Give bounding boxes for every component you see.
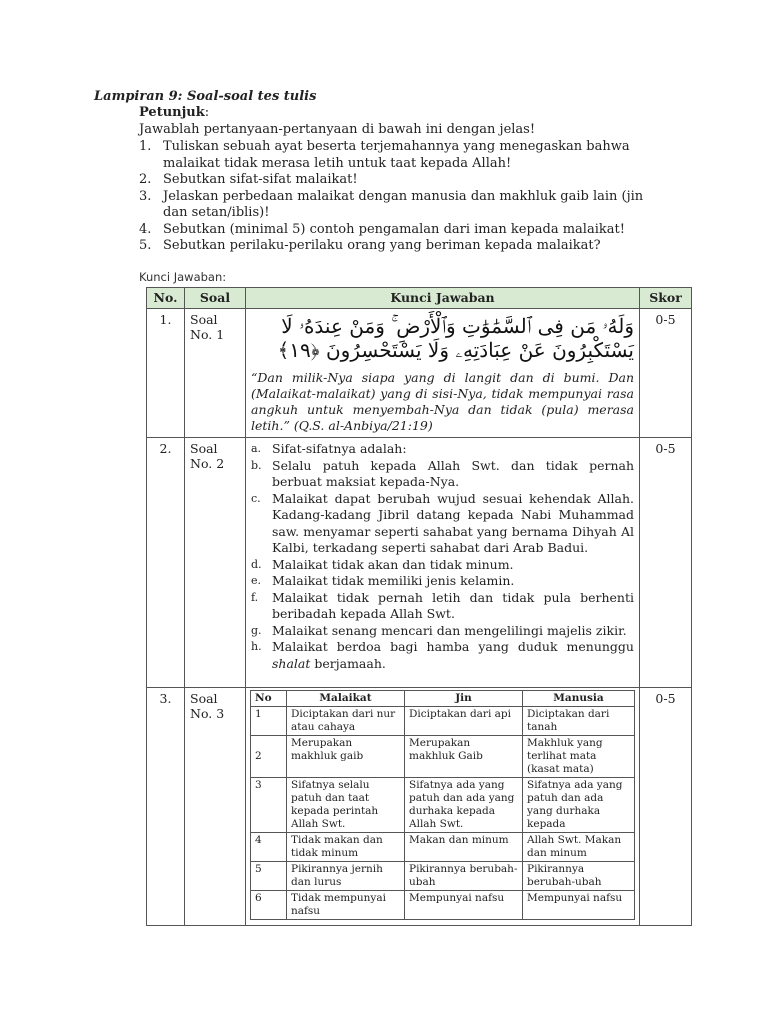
comparison-row [251, 833, 635, 862]
comparison-row [251, 707, 635, 736]
row-soal: Soal No. 2 [185, 438, 246, 688]
quran-verse: وَلَهُۥ مَن فِى ٱلسَّمَٰوَٰتِ وَٱلْأَرْضِ ۚ وَمَنْ عِندَهُۥ لَا يَسْتَكْبِرُونَ عَنْ عِبَادَتِهِۦ وَلَا يَسْتَحْسِرُونَ ﴿١٩﴾ [277, 314, 634, 362]
comparison-cell: Mempunyai nafsu [523, 891, 635, 920]
instructions-heading: Petunjuk: [139, 105, 210, 120]
row-skor: 0-5 [640, 438, 692, 688]
comparison-cell: Sifatnya ada yang patuh dan ada yang durhaka kepada [523, 778, 635, 833]
question-item: 4. Sebutkan (minimal 5) contoh pengamalan dari iman kepada malaikat! [139, 221, 625, 237]
list-item: c. Malaikat dapat berubah wujud sesuai kehendak Allah. Kadang-kadang Jibril datang kepada Nabi Muhammad saw. menyamar seperti sahabat yang bernama Dihyah Al Kalbi, terkadang seperti sahabat dari Arab Badui. [251, 490, 634, 555]
comparison-cell: Diciptakan dari tanah [523, 707, 635, 736]
comparison-header-no: No [251, 691, 287, 707]
row-no: 2. [147, 438, 185, 688]
comparison-cell: Allah Swt. Makan dan minum [523, 833, 635, 862]
list-item: g. Malaikat senang mencari dan mengelilingi majelis zikir. [251, 622, 627, 638]
comparison-cell: Makan dan minum [405, 833, 523, 862]
answer-key-label: Kunci Jawaban: [139, 270, 227, 284]
list-item: h. Malaikat berdoa bagi hamba yang duduk menunggu shalat berjamaah. [251, 639, 634, 671]
comparison-cell: Pikirannya jernih dan lurus [287, 862, 405, 891]
angel-traits-list [251, 441, 634, 672]
row-soal: Soal No. 3 [185, 688, 246, 926]
table-row [147, 438, 692, 688]
comparison-cell: Merupakan makhluk gaib [287, 736, 405, 778]
list-item: d. Malaikat tidak akan dan tidak minum. [251, 556, 514, 572]
comparison-cell: Merupakan makhluk Gaib [405, 736, 523, 778]
comparison-header-malaikat: Malaikat [287, 691, 405, 707]
comparison-cell: 5 [251, 862, 287, 891]
comparison-header-row [251, 691, 635, 707]
comparison-cell: 2 [251, 736, 287, 778]
answer-key-table [146, 287, 692, 926]
table-header-row [147, 288, 692, 309]
comparison-row [251, 778, 635, 833]
header-soal: Soal [185, 288, 246, 309]
row-soal: Soal No. 1 [185, 309, 246, 438]
comparison-row [251, 736, 635, 778]
comparison-cell: Diciptakan dari api [405, 707, 523, 736]
comparison-row [251, 891, 635, 920]
comparison-cell: Tidak mempunyai nafsu [287, 891, 405, 920]
comparison-cell: Pikirannya berubah- ubah [405, 862, 523, 891]
comparison-cell: 1 [251, 707, 287, 736]
comparison-cell: Pikirannya berubah-ubah [523, 862, 635, 891]
comparison-cell: Diciptakan dari nur atau cahaya [287, 707, 405, 736]
question-item: 3. Jelaskan perbedaan malaikat dengan manusia dan makhluk gaib lain (jin dan setan/iblis)! [139, 188, 644, 220]
header-no: No. [147, 288, 185, 309]
row-skor: 0-5 [640, 688, 692, 926]
comparison-cell: Makhluk yang terlihat mata (kasat mata) [523, 736, 635, 778]
comparison-cell: 3 [251, 778, 287, 833]
row-no: 3. [147, 688, 185, 926]
comparison-cell: Sifatnya ada yang patuh dan ada yang durhaka kepada Allah Swt. [405, 778, 523, 833]
list-item: f. Malaikat tidak pernah letih dan tidak pula berhenti beribadah kepada Allah Swt. [251, 589, 634, 621]
header-kunci: Kunci Jawaban [246, 288, 640, 309]
comparison-cell: 6 [251, 891, 287, 920]
comparison-cell: Sifatnya selalu patuh dan taat kepada perintah Allah Swt. [287, 778, 405, 833]
row-kunci [246, 438, 640, 688]
comparison-cell: 4 [251, 833, 287, 862]
page-title: Lampiran 9: Soal-soal tes tulis [94, 89, 317, 104]
comparison-header-manusia: Manusia [523, 691, 635, 707]
list-item: b. Selalu patuh kepada Allah Swt. dan tidak pernah berbuat maksiat kepada-Nya. [251, 457, 634, 489]
comparison-cell: Mempunyai nafsu [405, 891, 523, 920]
comparison-table [250, 690, 635, 920]
list-item: e. Malaikat tidak memiliki jenis kelamin. [251, 573, 515, 588]
table-row [147, 309, 692, 438]
question-item: 1. Tuliskan sebuah ayat beserta terjemahannya yang menegaskan bahwa malaikat tidak merasa letih untuk taat kepada Allah! [139, 139, 630, 171]
row-kunci [246, 309, 640, 438]
comparison-header-jin: Jin [405, 691, 523, 707]
instructions-text: Jawablah pertanyaan-pertanyaan di bawah ini dengan jelas! [139, 122, 536, 137]
comparison-cell: Tidak makan dan tidak minum [287, 833, 405, 862]
table-row [147, 688, 692, 926]
row-no: 1. [147, 309, 185, 438]
list-item: a. Sifat-sifatnya adalah: [251, 441, 407, 456]
question-list [139, 139, 659, 255]
row-skor: 0-5 [640, 309, 692, 438]
header-skor: Skor [640, 288, 692, 309]
verse-translation: “Dan milik-Nya siapa yang di langit dan di bumi. Dan (Malaikat-malaikat) yang di sisi-Nya, tidak mempunyai rasa angkuh untuk menyembah-Nya dan tidak (pula) merasa letih.” (Q.S. al-Anbiya/21:19) [251, 370, 634, 433]
question-item: 2. Sebutkan sifat-sifat malaikat! [139, 172, 358, 187]
question-item: 5. Sebutkan perilaku-perilaku orang yang beriman kepada malaikat? [139, 238, 601, 253]
comparison-row [251, 862, 635, 891]
row-kunci [246, 688, 640, 926]
